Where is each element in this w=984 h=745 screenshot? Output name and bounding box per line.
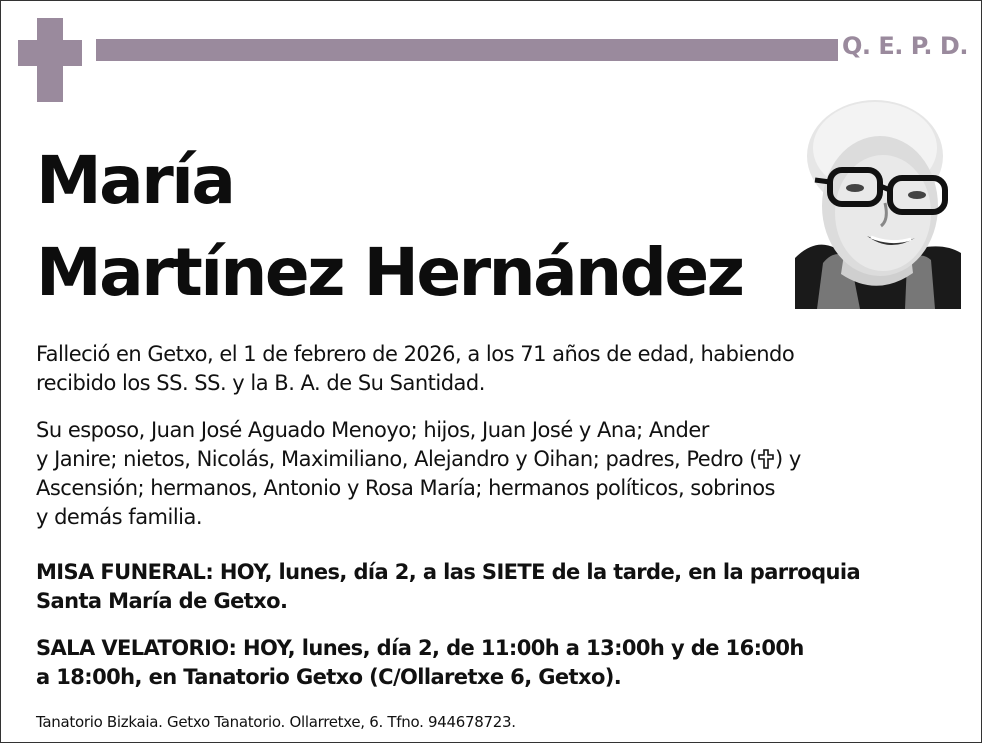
funeral-home-footer: Tanatorio Bizkaia. Getxo Tanatorio. Ollarretxe, 6. Tfno. 944678723. (36, 713, 516, 731)
header-bar (96, 39, 838, 61)
portrait-photo (795, 98, 961, 309)
deceased-name (36, 135, 743, 319)
death-announcement: Falleció en Getxo, el 1 de febrero de 2026, a los 71 años de edad, habiendo recibido los SS. SS. y la B. A. de Su Santidad. (36, 342, 795, 395)
deceased-cross-icon (757, 449, 775, 469)
cross-icon (18, 18, 82, 102)
wake-room-info: SALA VELATORIO: HOY, lunes, día 2, de 11:00h a 13:00h y de 16:00h a 18:00h, en Tanatorio Getxo (C/Ollaretxe 6, Getxo). (36, 636, 804, 689)
family-list: Su esposo, Juan José Aguado Menoyo; hijos, Juan José y Ana; Ander y Janire; nietos, Nicolás, Maximiliano, Alejandro y Oihan; padres, Pedro ( ) y Ascensión; hermanos, Antonio y Rosa María; hermanos políticos, sobrinos y demás familia. (36, 418, 801, 529)
funeral-mass-info: MISA FUNERAL: HOY, lunes, día 2, a las SIETE de la tarde, en la parroquia Santa María de Getxo. (36, 560, 861, 613)
name-line-1: María (36, 142, 234, 219)
qepd-label: Q. E. P. D. (842, 32, 968, 60)
name-line-2: Martínez Hernández (36, 234, 743, 311)
